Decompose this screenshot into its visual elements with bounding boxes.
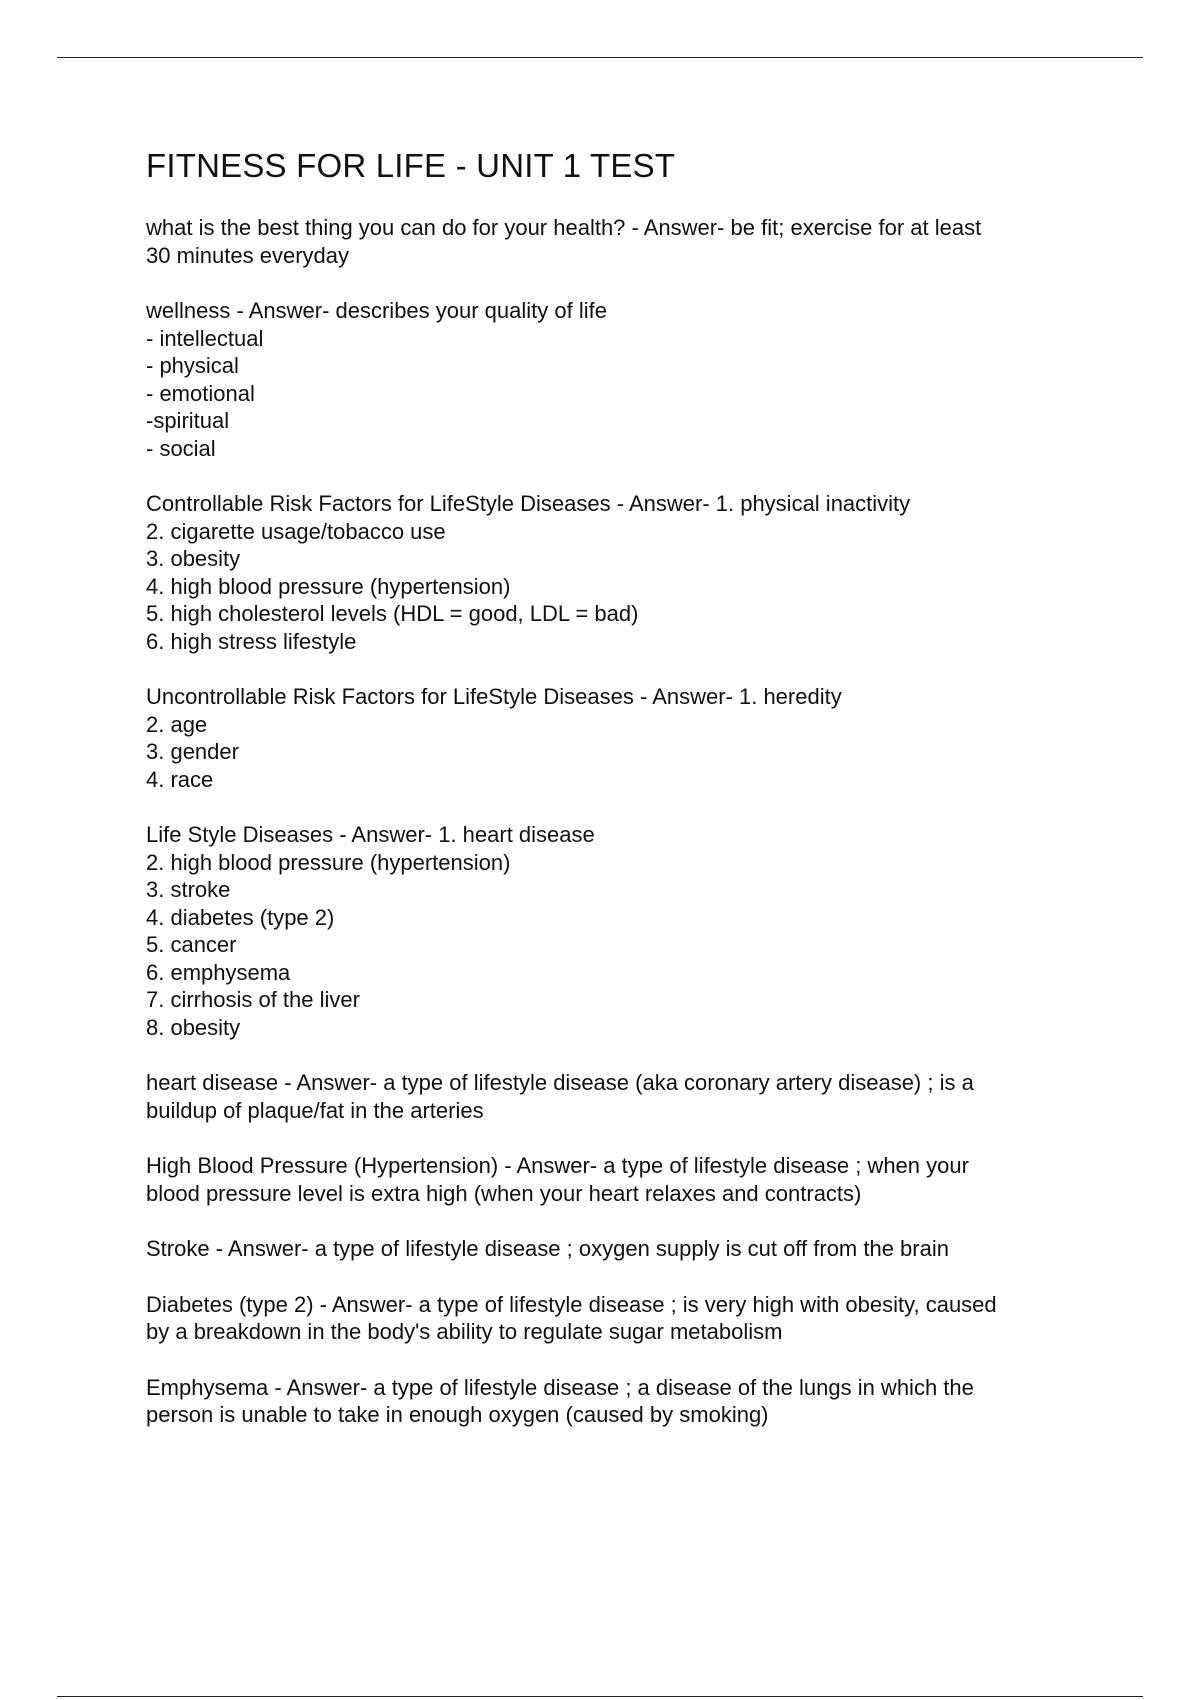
- entry-line: Life Style Diseases - Answer- 1. heart disease: [146, 822, 595, 847]
- entry-line: Stroke - Answer- a type of lifestyle disease ; oxygen supply is cut off from the brain: [146, 1236, 949, 1261]
- entry-line: Uncontrollable Risk Factors for LifeStyle Diseases - Answer- 1. heredity: [146, 684, 842, 709]
- entry-line: 6. emphysema: [146, 959, 291, 985]
- qa-entry: [146, 1374, 1096, 1429]
- entry-line: heart disease - Answer- a type of lifestyle disease (aka coronary artery disease) ; is a: [146, 1070, 974, 1095]
- entry-line: 2. high blood pressure (hypertension): [146, 849, 511, 875]
- entry-line: - emotional: [146, 380, 255, 406]
- entry-line: buildup of plaque/fat in the arteries: [146, 1097, 484, 1123]
- entry-line: 3. obesity: [146, 546, 241, 571]
- entry-line: 30 minutes everyday: [146, 242, 349, 268]
- entry-line: - intellectual: [146, 325, 264, 351]
- entry-line: Controllable Risk Factors for LifeStyle Diseases - Answer- 1. physical inactivity: [146, 491, 911, 516]
- qa-entry: [146, 214, 1096, 269]
- entry-line: Diabetes (type 2) - Answer- a type of lifestyle disease ; is very high with obesity, caused: [146, 1291, 997, 1317]
- qa-entry: [146, 821, 1096, 1041]
- qa-entry: [146, 1291, 1096, 1346]
- entry-line: 7. cirrhosis of the liver: [146, 987, 360, 1012]
- entry-line: 6. high stress lifestyle: [146, 628, 357, 654]
- entry-line: 3. gender: [146, 739, 239, 764]
- qa-entry-list: [146, 214, 1096, 1429]
- entry-line: 4. race: [146, 766, 214, 792]
- entry-line: what is the best thing you can do for your health? - Answer- be fit; exercise for at least: [146, 215, 982, 240]
- page-title: FITNESS FOR LIFE - UNIT 1 TEST: [146, 147, 676, 184]
- entry-line: 3. stroke: [146, 877, 231, 902]
- entry-line: 5. high cholesterol levels (HDL = good, LDL = bad): [146, 601, 639, 626]
- entry-line: - social: [146, 435, 216, 461]
- entry-line: by a breakdown in the body's ability to regulate sugar metabolism: [146, 1319, 783, 1344]
- qa-entry: [146, 1069, 1096, 1124]
- entry-line: person is unable to take in enough oxygen (caused by smoking): [146, 1402, 769, 1427]
- document-body: [146, 140, 1096, 1457]
- entry-line: wellness - Answer- describes your quality of life: [146, 298, 607, 323]
- entry-line: 8. obesity: [146, 1014, 241, 1040]
- entry-line: 2. age: [146, 711, 208, 737]
- entry-line: High Blood Pressure (Hypertension) - Answer- a type of lifestyle disease ; when your: [146, 1153, 969, 1178]
- entry-line: - physical: [146, 353, 239, 378]
- entry-line: Emphysema - Answer- a type of lifestyle disease ; a disease of the lungs in which the: [146, 1374, 974, 1400]
- entry-line: 5. cancer: [146, 932, 237, 957]
- entry-line: blood pressure level is extra high (when your heart relaxes and contracts): [146, 1180, 862, 1206]
- entry-line: 2. cigarette usage/tobacco use: [146, 518, 446, 544]
- entry-line: 4. high blood pressure (hypertension): [146, 573, 511, 599]
- qa-entry: [146, 490, 1096, 655]
- qa-entry: [146, 297, 1096, 462]
- entry-line: 4. diabetes (type 2): [146, 904, 335, 930]
- qa-entry: [146, 683, 1096, 793]
- top-rule: [57, 57, 1143, 58]
- bottom-rule: [57, 1696, 1143, 1697]
- qa-entry: [146, 1235, 1096, 1263]
- qa-entry: [146, 1152, 1096, 1207]
- entry-line: -spiritual: [146, 408, 230, 433]
